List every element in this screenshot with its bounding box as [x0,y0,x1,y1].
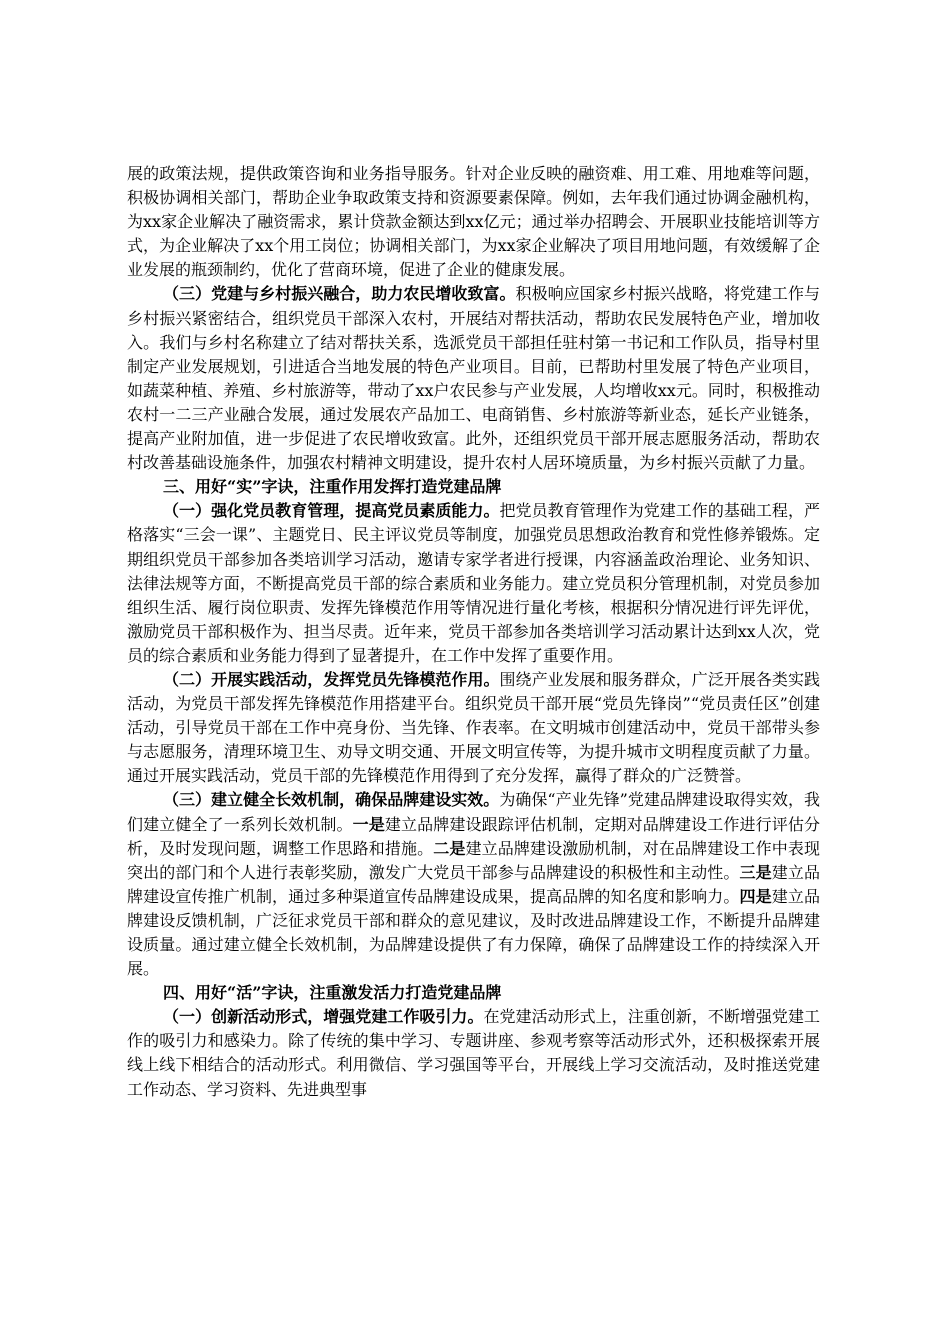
enumeration-marker: 四是 [739,886,772,906]
paragraph-long-term-mechanism [127,788,820,981]
paragraph-lead: （三）建立健全长效机制，确保品牌建设实效。 [163,790,500,810]
paragraph-body: 建立品牌建设反馈机制，广泛征求党员干部和群众的意见建议，及时改进品牌建设工作，不断提升品牌建设质量。通过建立健全长效机制，为品牌建设提供了有力保障，确保了品牌建设工作的持续深入开展。 [127,886,820,979]
paragraph-body: 为确保“产业先锋”党建品牌建设取得实效，我们建立健全了一系列长效机制。 [127,790,820,834]
paragraph-member-education [127,499,820,668]
section-heading-3: 三、用好“实”字诀，注重作用发挥打造党建品牌 [163,477,502,497]
paragraph-body: 积极响应国家乡村振兴战略，将党建工作与乡村振兴紧密结合，组织党员干部深入农村，开展结对帮扶活动，帮助农民发展特色产业，增加收入。我们与乡村名称建立了结对帮扶关系，选派党员干部担任驻村第一书记和工作队员，指导村里制定产业发展规划，引进适合当地发展的特色产业项目。目前，已帮助村里发展了特色产业项目，如蔬菜种植、养殖、乡村旅游等，带动了xx户农民参与产业发展，人均增收xx元。同时，积极推动农村一二三产业融合发展，通过发展农产品加工、电商销售、乡村旅游等新业态，延长产业链条，提高产业附加值，进一步促进了农民增收致富。此外，还组织党员干部开展志愿服务活动，帮助农村改善基础设施条件，加强农村精神文明建设，提升农村人居环境质量，为乡村振兴贡献了力量。 [127,284,820,473]
document-page [127,162,820,1102]
paragraph-body: 建立品牌建设宣传推广机制，通过多种渠道宣传品牌建设成果，提高品牌的知名度和影响力。 [127,862,820,906]
paragraph-body: 建立品牌建设激励机制，对在品牌建设工作中表现突出的部门和个人进行表彰奖励，激发广大党员干部参与品牌建设的积极性和主动性。 [127,838,820,882]
paragraph-lead: （二）开展实践活动，发挥党员先锋模范作用。 [163,669,500,689]
paragraph-rural-revitalization [127,282,820,475]
paragraph-body: 建立品牌建设跟踪评估机制，定期对品牌建设工作进行评估分析，及时发现问题，调整工作思路和措施。 [127,814,820,858]
enumeration-marker: 一是 [352,814,385,834]
enumeration-marker: 二是 [433,838,466,858]
paragraph-lead: （三）党建与乡村振兴融合，助力农民增收致富。 [163,284,516,304]
paragraph-body: 在党建活动形式上，注重创新，不断增强党建工作的吸引力和感染力。除了传统的集中学习、专题讲座、参观考察等活动形式外，还积极探索开展线上线下相结合的活动形式。利用微信、学习强国等平台，开展线上学习交流活动，及时推送党建工作动态、学习资料、先进典型事 [127,1007,820,1099]
enumeration-marker: 三是 [739,862,772,882]
paragraph-practice-activities [127,668,820,788]
paragraph-body: 围绕产业发展和服务群众，广泛开展各类实践活动，为党员干部发挥先锋模范作用搭建平台。组织党员干部开展“党员先锋岗”“党员责任区”创建活动，引导党员干部在工作中亮身份、当先锋、作表率。在文明城市创建活动中，党员干部带头参与志愿服务，清理环境卫生、劝导文明交通、开展文明宣传等，为提升城市文明程度贡献了力量。通过开展实践活动，党员干部的先锋模范作用得到了充分发挥，赢得了群众的广泛赞誉。 [127,669,820,786]
paragraph-lead: （一）创新活动形式，增强党建工作吸引力。 [163,1007,484,1027]
section-heading-4: 四、用好“活”字诀，注重激发活力打造党建品牌 [163,983,502,1003]
paragraph-lead: （一）强化党员教育管理，提高党员素质能力。 [163,501,500,521]
paragraph-innovative-activities [127,1005,820,1101]
paragraph-continuation: 展的政策法规，提供政策咨询和业务指导服务。针对企业反映的融资难、用工难、用地难等问题，积极协调相关部门，帮助企业争取政策支持和资源要素保障。例如，去年我们通过协调金融机构，为xx家企业解决了融资需求，累计贷款金额达到xx亿元；通过举办招聘会、开展职业技能培训等方式，为企业解决了xx个用工岗位；协调相关部门，为xx家企业解决了项目用地问题，有效缓解了企业发展的瓶颈制约，优化了营商环境，促进了企业的健康发展。 [127,164,820,280]
paragraph-body: 把党员教育管理作为党建工作的基础工程，严格落实“三会一课”、主题党日、民主评议党员等制度，加强党员思想政治教育和党性修养锻炼。定期组织党员干部参加各类培训学习活动，邀请专家学者进行授课，内容涵盖政治理论、业务知识、法律法规等方面，不断提高党员干部的综合素质和业务能力。建立党员积分管理机制，对党员参加组织生活、履行岗位职责、发挥先锋模范作用等情况进行量化考核，根据积分情况进行评先评优，激励党员干部积极作为、担当尽责。近年来，党员干部参加各类培训学习活动累计达到xx人次，党员的综合素质和业务能力得到了显著提升，在工作中发挥了重要作用。 [127,501,820,665]
